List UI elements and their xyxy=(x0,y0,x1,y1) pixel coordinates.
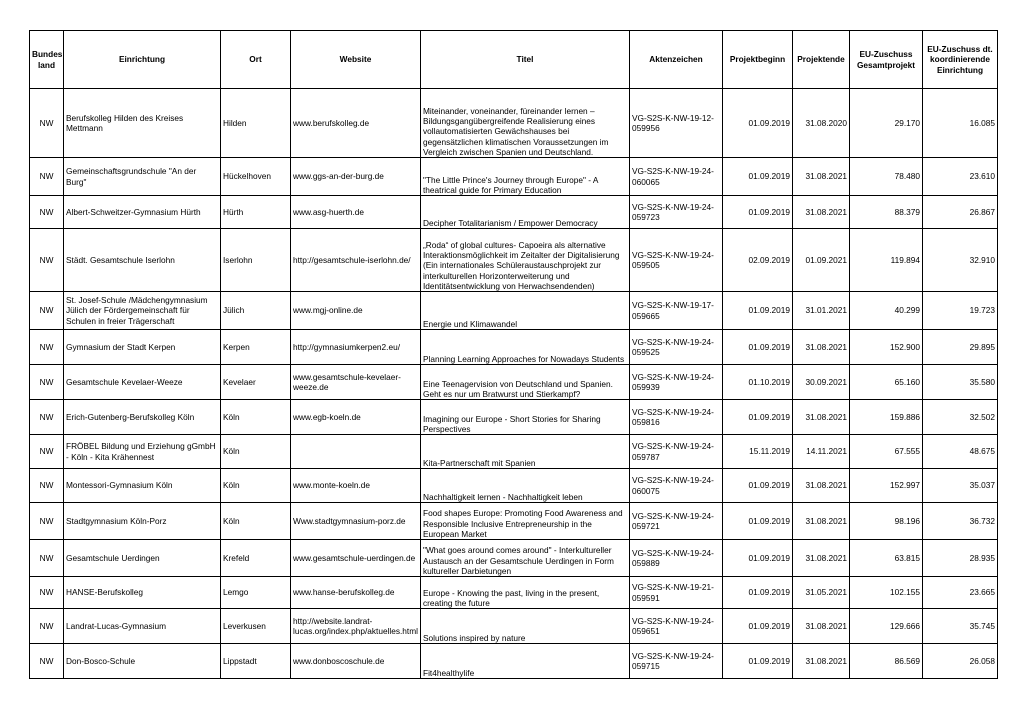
cell-projektbeginn: 01.09.2019 xyxy=(723,158,793,196)
cell-ort: Köln xyxy=(221,503,291,540)
cell-eu-zuschuss-gesamt: 40.299 xyxy=(850,292,923,330)
project-table xyxy=(29,30,998,679)
cell-projektbeginn: 01.09.2019 xyxy=(723,330,793,365)
table-row xyxy=(30,89,998,158)
cell-eu-zuschuss-gesamt: 98.196 xyxy=(850,503,923,540)
cell-ort: Köln xyxy=(221,469,291,503)
cell-einrichtung: HANSE-Berufskolleg xyxy=(64,577,221,609)
cell-bundesland: NW xyxy=(30,89,64,158)
cell-projektbeginn: 01.09.2019 xyxy=(723,540,793,577)
cell-titel: Food shapes Europe: Promoting Food Awareness and Responsible Inclusive Entrepreneurship in the European Market xyxy=(421,503,630,540)
header-ort: Ort xyxy=(221,31,291,89)
cell-titel: Europe - Knowing the past, living in the present, creating the future xyxy=(421,577,630,609)
header-titel: Titel xyxy=(421,31,630,89)
cell-einrichtung: Gemeinschaftsgrundschule "An der Burg" xyxy=(64,158,221,196)
cell-aktenzeichen: VG-S2S-K-NW-19-21-059591 xyxy=(630,577,723,609)
cell-titel: Miteinander, voneinander, füreinander lernen – Bildungsgangübergreifende Realisierung eines vollautomatisierten Gewächshauses bei gegensätzlichen klimatischen Voraussetzungen im Vergleich zwischen Spanien und Deutschland. xyxy=(421,89,630,158)
table-row xyxy=(30,609,998,644)
header-bundesland: Bundes land xyxy=(30,31,64,89)
cell-bundesland: NW xyxy=(30,229,64,292)
cell-aktenzeichen: VG-S2S-K-NW-19-24-059939 xyxy=(630,365,723,400)
cell-bundesland: NW xyxy=(30,435,64,469)
cell-eu-zuschuss-gesamt: 67.555 xyxy=(850,435,923,469)
cell-aktenzeichen: VG-S2S-K-NW-19-24-059525 xyxy=(630,330,723,365)
cell-ort: Krefeld xyxy=(221,540,291,577)
cell-ort: Hilden xyxy=(221,89,291,158)
cell-bundesland: NW xyxy=(30,330,64,365)
cell-projektende: 31.01.2021 xyxy=(793,292,850,330)
cell-projektbeginn: 01.09.2019 xyxy=(723,644,793,679)
cell-eu-zuschuss-koordinierend: 28.935 xyxy=(923,540,998,577)
cell-bundesland: NW xyxy=(30,365,64,400)
cell-eu-zuschuss-gesamt: 119.894 xyxy=(850,229,923,292)
cell-aktenzeichen: VG-S2S-K-NW-19-24-059787 xyxy=(630,435,723,469)
cell-titel: „Roda“ of global cultures- Capoeira als alternative Interaktionsmöglichkeit im Zeitalter der Digitalisierung (Ein internationales Schüleraustauschprojekt zur interkulturellen Horizonterweiterung und Identitätsentwicklung von Herwachsendenden) xyxy=(421,229,630,292)
cell-aktenzeichen: VG-S2S-K-NW-19-24-059816 xyxy=(630,400,723,435)
cell-eu-zuschuss-gesamt: 86.569 xyxy=(850,644,923,679)
cell-einrichtung: St. Josef-Schule /Mädchengymnasium Jülich der Fördergemeinschaft für Schulen in freier Trägerschaft xyxy=(64,292,221,330)
cell-eu-zuschuss-koordinierend: 23.665 xyxy=(923,577,998,609)
cell-ort: Lippstadt xyxy=(221,644,291,679)
cell-projektbeginn: 02.09.2019 xyxy=(723,229,793,292)
cell-titel: Kita-Partnerschaft mit Spanien xyxy=(421,435,630,469)
cell-website: Www.stadtgymnasium-porz.de xyxy=(291,503,421,540)
table-row xyxy=(30,469,998,503)
cell-titel: Decipher Totalitarianism / Empower Democracy xyxy=(421,196,630,229)
cell-eu-zuschuss-koordinierend: 26.058 xyxy=(923,644,998,679)
table-row xyxy=(30,229,998,292)
cell-titel: Energie und Klimawandel xyxy=(421,292,630,330)
cell-projektende: 31.08.2021 xyxy=(793,503,850,540)
cell-projektende: 31.08.2021 xyxy=(793,158,850,196)
cell-projektbeginn: 01.09.2019 xyxy=(723,469,793,503)
cell-projektende: 01.09.2021 xyxy=(793,229,850,292)
cell-projektende: 31.08.2021 xyxy=(793,469,850,503)
cell-eu-zuschuss-koordinierend: 32.910 xyxy=(923,229,998,292)
table-row xyxy=(30,196,998,229)
cell-website: www.asg-huerth.de xyxy=(291,196,421,229)
cell-projektende: 31.05.2021 xyxy=(793,577,850,609)
cell-ort: Iserlohn xyxy=(221,229,291,292)
cell-titel: "What goes around comes around" - Interkultureller Austausch an der Gesamtschule Uerdingen in Form kultureller Darbietungen xyxy=(421,540,630,577)
header-eu-zuschuss-gesamt: EU-Zuschuss Gesamtprojekt xyxy=(850,31,923,89)
cell-website: www.donboscoschule.de xyxy=(291,644,421,679)
cell-eu-zuschuss-koordinierend: 26.867 xyxy=(923,196,998,229)
cell-projektende: 31.08.2021 xyxy=(793,609,850,644)
cell-ort: Leverkusen xyxy=(221,609,291,644)
cell-projektende: 30.09.2021 xyxy=(793,365,850,400)
cell-aktenzeichen: VG-S2S-K-NW-19-24-059715 xyxy=(630,644,723,679)
cell-einrichtung: Erich-Gutenberg-Berufskolleg Köln xyxy=(64,400,221,435)
cell-eu-zuschuss-koordinierend: 32.502 xyxy=(923,400,998,435)
cell-bundesland: NW xyxy=(30,158,64,196)
cell-eu-zuschuss-koordinierend: 19.723 xyxy=(923,292,998,330)
cell-einrichtung: FRÖBEL Bildung und Erziehung gGmbH - Köln - Kita Krähennest xyxy=(64,435,221,469)
cell-projektbeginn: 01.09.2019 xyxy=(723,89,793,158)
cell-aktenzeichen: VG-S2S-K-NW-19-12-059956 xyxy=(630,89,723,158)
cell-website: www.monte-koeln.de xyxy=(291,469,421,503)
cell-eu-zuschuss-gesamt: 159.886 xyxy=(850,400,923,435)
header-row xyxy=(30,31,998,89)
cell-aktenzeichen: VG-S2S-K-NW-19-24-059721 xyxy=(630,503,723,540)
table-row xyxy=(30,158,998,196)
cell-ort: Jülich xyxy=(221,292,291,330)
cell-eu-zuschuss-gesamt: 78.480 xyxy=(850,158,923,196)
cell-einrichtung: Landrat-Lucas-Gymnasium xyxy=(64,609,221,644)
cell-ort: Köln xyxy=(221,400,291,435)
table-row xyxy=(30,400,998,435)
cell-projektende: 31.08.2021 xyxy=(793,644,850,679)
cell-aktenzeichen: VG-S2S-K-NW-19-24-060075 xyxy=(630,469,723,503)
cell-eu-zuschuss-koordinierend: 23.610 xyxy=(923,158,998,196)
cell-website xyxy=(291,435,421,469)
cell-eu-zuschuss-gesamt: 152.900 xyxy=(850,330,923,365)
cell-eu-zuschuss-koordinierend: 36.732 xyxy=(923,503,998,540)
cell-ort: Hückelhoven xyxy=(221,158,291,196)
header-projektbeginn: Projektbeginn xyxy=(723,31,793,89)
cell-bundesland: NW xyxy=(30,196,64,229)
cell-einrichtung: Gymnasium der Stadt Kerpen xyxy=(64,330,221,365)
cell-projektende: 31.08.2021 xyxy=(793,196,850,229)
cell-ort: Kevelaer xyxy=(221,365,291,400)
header-website: Website xyxy=(291,31,421,89)
cell-titel: Planning Learning Approaches for Nowadays Students xyxy=(421,330,630,365)
cell-titel: Fit4healthylife xyxy=(421,644,630,679)
cell-projektbeginn: 01.09.2019 xyxy=(723,609,793,644)
cell-website: http://gymnasiumkerpen2.eu/ xyxy=(291,330,421,365)
cell-projektende: 14.11.2021 xyxy=(793,435,850,469)
cell-ort: Lemgo xyxy=(221,577,291,609)
cell-eu-zuschuss-gesamt: 63.815 xyxy=(850,540,923,577)
cell-eu-zuschuss-gesamt: 29.170 xyxy=(850,89,923,158)
cell-titel: Eine Teenagervision von Deutschland und Spanien. Geht es nur um Bratwurst und Stierkampf? xyxy=(421,365,630,400)
cell-projektende: 31.08.2021 xyxy=(793,540,850,577)
header-eu-zuschuss-koordinierend: EU-Zuschuss dt. koordinierende Einrichtung xyxy=(923,31,998,89)
cell-aktenzeichen: VG-S2S-K-NW-19-17-059665 xyxy=(630,292,723,330)
cell-website: http://website.landrat-lucas.org/index.php/aktuelles.html xyxy=(291,609,421,644)
cell-projektbeginn: 01.09.2019 xyxy=(723,400,793,435)
cell-eu-zuschuss-koordinierend: 35.580 xyxy=(923,365,998,400)
cell-titel: Imagining our Europe - Short Stories for Sharing Perspectives xyxy=(421,400,630,435)
cell-titel: Nachhaltigkeit lernen - Nachhaltigkeit leben xyxy=(421,469,630,503)
cell-projektbeginn: 01.10.2019 xyxy=(723,365,793,400)
cell-einrichtung: Don-Bosco-Schule xyxy=(64,644,221,679)
cell-ort: Köln xyxy=(221,435,291,469)
cell-website: www.berufskolleg.de xyxy=(291,89,421,158)
cell-projektende: 31.08.2021 xyxy=(793,330,850,365)
cell-website: www.ggs-an-der-burg.de xyxy=(291,158,421,196)
cell-einrichtung: Montessori-Gymnasium Köln xyxy=(64,469,221,503)
table-row xyxy=(30,503,998,540)
cell-projektende: 31.08.2021 xyxy=(793,400,850,435)
cell-aktenzeichen: VG-S2S-K-NW-19-24-060065 xyxy=(630,158,723,196)
table-row xyxy=(30,292,998,330)
cell-aktenzeichen: VG-S2S-K-NW-19-24-059651 xyxy=(630,609,723,644)
cell-eu-zuschuss-gesamt: 65.160 xyxy=(850,365,923,400)
cell-bundesland: NW xyxy=(30,540,64,577)
cell-ort: Kerpen xyxy=(221,330,291,365)
cell-eu-zuschuss-koordinierend: 35.745 xyxy=(923,609,998,644)
cell-bundesland: NW xyxy=(30,292,64,330)
cell-website: http://gesamtschule-iserlohn.de/ xyxy=(291,229,421,292)
cell-eu-zuschuss-gesamt: 129.666 xyxy=(850,609,923,644)
cell-projektbeginn: 01.09.2019 xyxy=(723,577,793,609)
cell-website: www.gesamtschule-kevelaer-weeze.de xyxy=(291,365,421,400)
cell-aktenzeichen: VG-S2S-K-NW-19-24-059723 xyxy=(630,196,723,229)
cell-eu-zuschuss-koordinierend: 16.085 xyxy=(923,89,998,158)
cell-website: www.gesamtschule-uerdingen.de xyxy=(291,540,421,577)
cell-projektbeginn: 15.11.2019 xyxy=(723,435,793,469)
cell-projektbeginn: 01.09.2019 xyxy=(723,196,793,229)
table-row xyxy=(30,540,998,577)
table-row xyxy=(30,577,998,609)
cell-bundesland: NW xyxy=(30,503,64,540)
cell-eu-zuschuss-gesamt: 88.379 xyxy=(850,196,923,229)
cell-aktenzeichen: VG-S2S-K-NW-19-24-059505 xyxy=(630,229,723,292)
cell-projektbeginn: 01.09.2019 xyxy=(723,292,793,330)
cell-aktenzeichen: VG-S2S-K-NW-19-24-059889 xyxy=(630,540,723,577)
cell-eu-zuschuss-gesamt: 102.155 xyxy=(850,577,923,609)
header-projektende: Projektende xyxy=(793,31,850,89)
table-row xyxy=(30,644,998,679)
cell-website: www.hanse-berufskolleg.de xyxy=(291,577,421,609)
cell-titel: Solutions inspired by nature xyxy=(421,609,630,644)
cell-bundesland: NW xyxy=(30,644,64,679)
cell-projektbeginn: 01.09.2019 xyxy=(723,503,793,540)
cell-bundesland: NW xyxy=(30,400,64,435)
header-aktenzeichen: Aktenzeichen xyxy=(630,31,723,89)
header-einrichtung: Einrichtung xyxy=(64,31,221,89)
cell-eu-zuschuss-gesamt: 152.997 xyxy=(850,469,923,503)
cell-einrichtung: Stadtgymnasium Köln-Porz xyxy=(64,503,221,540)
cell-bundesland: NW xyxy=(30,609,64,644)
cell-website: www.mgj-online.de xyxy=(291,292,421,330)
table-row xyxy=(30,435,998,469)
table-row xyxy=(30,330,998,365)
cell-einrichtung: Albert-Schweitzer-Gymnasium Hürth xyxy=(64,196,221,229)
cell-eu-zuschuss-koordinierend: 35.037 xyxy=(923,469,998,503)
table-row xyxy=(30,365,998,400)
cell-einrichtung: Gesamtschule Kevelaer-Weeze xyxy=(64,365,221,400)
cell-eu-zuschuss-koordinierend: 29.895 xyxy=(923,330,998,365)
cell-einrichtung: Gesamtschule Uerdingen xyxy=(64,540,221,577)
cell-projektende: 31.08.2020 xyxy=(793,89,850,158)
cell-website: www.egb-koeln.de xyxy=(291,400,421,435)
cell-einrichtung: Berufskolleg Hilden des Kreises Mettmann xyxy=(64,89,221,158)
cell-titel: "The Little Prince's Journey through Europe" - A theatrical guide for Primary Education xyxy=(421,158,630,196)
cell-eu-zuschuss-koordinierend: 48.675 xyxy=(923,435,998,469)
cell-einrichtung: Städt. Gesamtschule Iserlohn xyxy=(64,229,221,292)
cell-bundesland: NW xyxy=(30,577,64,609)
cell-bundesland: NW xyxy=(30,469,64,503)
cell-ort: Hürth xyxy=(221,196,291,229)
